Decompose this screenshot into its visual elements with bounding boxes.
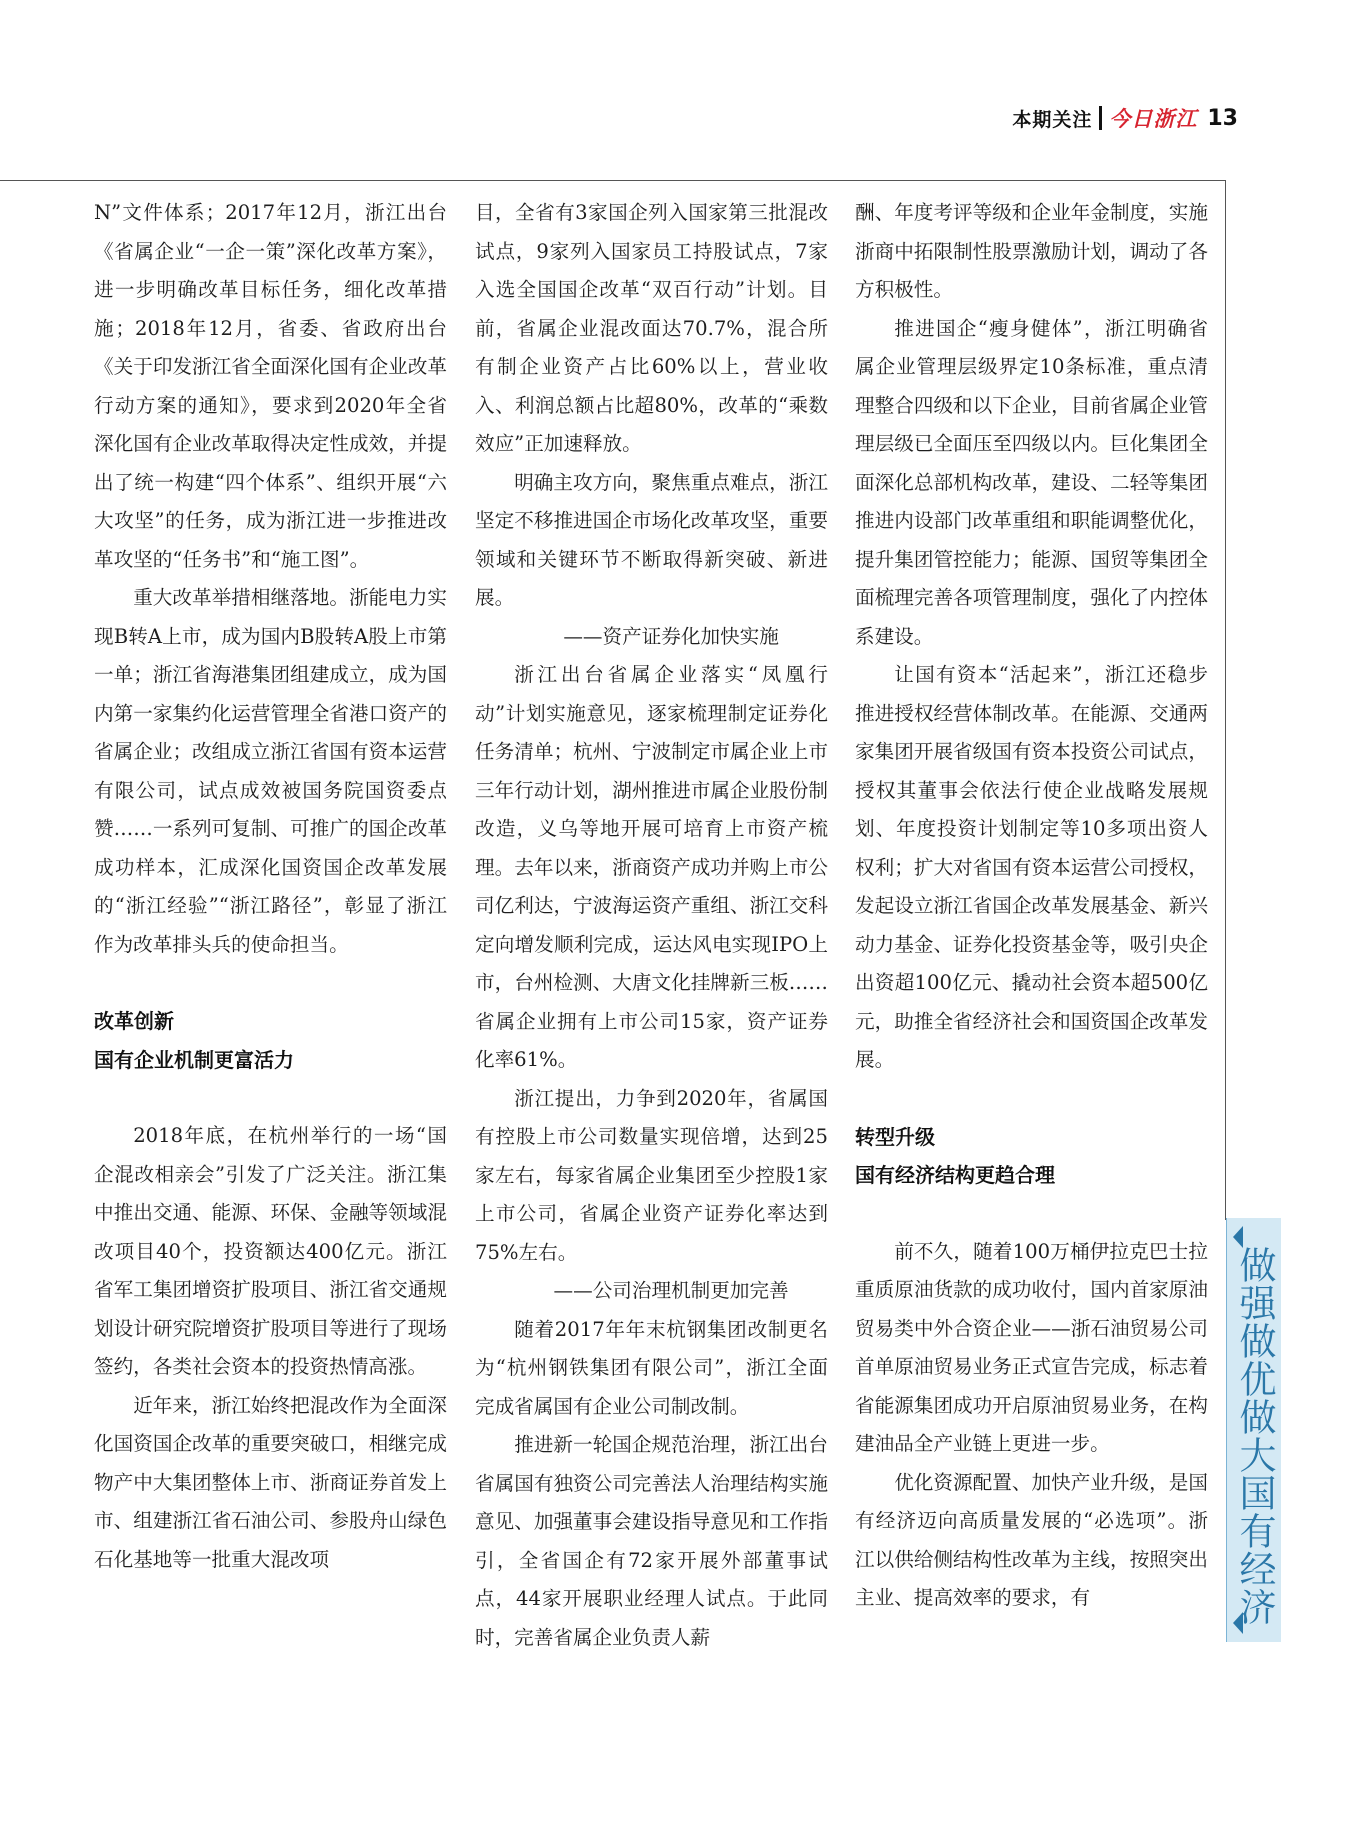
side-slogan: 做强做优做大国有经济 xyxy=(1233,1246,1276,1626)
spacer xyxy=(94,1079,447,1117)
page-number: 13 xyxy=(1207,105,1238,131)
spacer xyxy=(855,1195,1208,1233)
paragraph: 随着2017年年末杭钢集团改制更名为“杭州钢铁集团有限公司”，浙江全面完成省属国有企业公司制改制。 xyxy=(475,1317,828,1418)
spacer xyxy=(855,1080,1208,1118)
column-3 xyxy=(855,194,1208,1618)
spacer xyxy=(94,964,447,1002)
section-heading-line-1: 转型升级 xyxy=(855,1124,935,1149)
header-divider xyxy=(1099,106,1102,130)
paragraph: 让国有资本“活起来”，浙江还稳步推进授权经营体制改革。在能源、交通两家集团开展省级国有资本投资公司试点，授权其董事会依法行使企业战略发展规划、年度投资计划制定等10多项出资人权利；扩大对省国有资本运营公司授权，发起设立浙江省国企改革发展基金、新兴动力基金、证券化投资基金等，吸引央企出资超100亿元、撬动社会资本超500亿元，助推全省经济社会和国资国企改革发展。 xyxy=(855,663,1208,1071)
section-heading-line-1: 改革创新 xyxy=(94,1009,174,1033)
magazine-logo: 今日浙江 xyxy=(1109,106,1198,131)
triangle-icon xyxy=(1233,1612,1243,1634)
column-1 xyxy=(94,194,447,1579)
paragraph: N”文件体系；2017年12月，浙江出台《省属企业“一企一策”深化改革方案》，进一步明确改革目标任务，细化改革措施；2018年12月，省委、省政府出台《关于印发浙江省全面深化国有企业改革行动方案的通知》，要求到2020年全省深化国有企业改革取得决定性成效，并提出了统一构建“四个体系”、组织开展“六大攻坚”的任务，成为浙江进一步推进改革攻坚的“任务书”和“施工图”。 xyxy=(94,201,447,571)
paragraph: 前不久，随着100万桶伊拉克巴士拉重质原油货款的成功收付，国内首家原油贸易类中外合资企业——浙石油贸易公司首单原油贸易业务正式宣告完成，标志着省能源集团成功开启原油贸易业务，在构建油品全产业链上更进一步。 xyxy=(855,1239,1208,1455)
paragraph: 优化资源配置、加快产业升级，是国有经济迈向高质量发展的“必选项”。浙江以供给侧结构性改革为主线，按照突出主业、提高效率的要求，有 xyxy=(855,1470,1208,1609)
subsection-title: ——公司治理机制更加完善 xyxy=(553,1279,789,1302)
section-heading-line-2: 国有经济结构更趋合理 xyxy=(855,1163,1055,1187)
column-2 xyxy=(475,194,828,1657)
page-header xyxy=(1012,103,1238,133)
triangle-icon xyxy=(1233,1226,1243,1248)
paragraph: 近年来，浙江始终把混改作为全面深化国资国企改革的重要突破口，相继完成物产中大集团整体上市、浙商证券首发上市、组建浙江省石油公司、参股舟山绿色石化基地等一批重大混改项 xyxy=(94,1393,447,1571)
top-rule xyxy=(0,180,1226,181)
paragraph: 推进国企“瘦身健体”，浙江明确省属企业管理层级界定10条标准，重点清理整合四级和以下企业，目前省属企业管理层级已全面压至四级以内。巨化集团全面深化总部机构改革，建设、二轻等集团推进内设部门改革重组和职能调整优化，提升集团管控能力；能源、国贸等集团全面梳理完善各项管理制度，强化了内控体系建设。 xyxy=(855,316,1208,648)
right-rule xyxy=(1225,180,1226,1220)
paragraph: 浙江提出，力争到2020年，省属国有控股上市公司数量实现倍增，达到25家左右，每家省属企业集团至少控股1家上市公司，省属企业资产证券化率达到75%左右。 xyxy=(475,1086,828,1264)
subsection-title: ——资产证券化加快实施 xyxy=(563,624,779,648)
section-heading-line-2: 国有企业机制更富活力 xyxy=(94,1047,294,1072)
paragraph: 浙江出台省属企业落实“凤凰行动”计划实施意见，逐家梳理制定证券化任务清单；杭州、宁波制定市属企业上市三年行动计划，湖州推进市属企业股份制改造，义乌等地开展可培育上市资产梳理。去年以来，浙商资产成功并购上市公司亿利达，宁波海运资产重组、浙江交科定向增发顺利完成，运达风电实现IPO上市，台州检测、大唐文化挂牌新三板……省属企业拥有上市公司15家，资产证券化率61%。 xyxy=(475,663,828,1071)
paragraph: 酬、年度考评等级和企业年金制度，实施浙商中拓限制性股票激励计划，调动了各方积极性。 xyxy=(855,201,1208,301)
paragraph: 明确主攻方向，聚焦重点难点，浙江坚定不移推进国企市场化改革攻坚，重要领域和关键环节不断取得新突破、新进展。 xyxy=(475,470,828,609)
paragraph: 重大改革举措相继落地。浙能电力实现B转A上市，成为国内B股转A股上市第一单；浙江省海港集团组建成立，成为国内第一家集约化运营管理全省港口资产的省属企业；改组成立浙江省国有资本运营有限公司，试点成效被国务院国资委点赞……一系列可复制、可推广的国企改革成功样本，汇成深化国资国企改革发展的“浙江经验”“浙江路径”，彰显了浙江作为改革排头兵的使命担当。 xyxy=(94,586,447,956)
paragraph: 2018年底，在杭州举行的一场“国企混改相亲会”引发了广泛关注。浙江集中推出交通、能源、环保、金融等领域混改项目40个，投资额达400亿元。浙江省军工集团增资扩股项目、浙江省交通规划设计研究院增资扩股项目等进行了现场签约，各类社会资本的投资热情高涨。 xyxy=(94,1124,447,1378)
side-tab xyxy=(1226,1218,1281,1642)
paragraph: 推进新一轮国企规范治理，浙江出台省属国有独资公司完善法人治理结构实施意见、加强董事会建设指导意见和工作指引，全省国企有72家开展外部董事试点，44家开展职业经理人试点。于此同时，完善省属企业负责人薪 xyxy=(475,1433,828,1649)
paragraph: 目，全省有3家国企列入国家第三批混改试点，9家列入国家员工持股试点，7家入选全国国企改革“双百行动”计划。目前，省属企业混改面达70.7%，混合所有制企业资产占比60%以上，营业收入、利润总额占比超80%，改革的“乘数效应”正加速释放。 xyxy=(475,201,828,455)
section-title: 本期关注 xyxy=(1012,108,1093,131)
